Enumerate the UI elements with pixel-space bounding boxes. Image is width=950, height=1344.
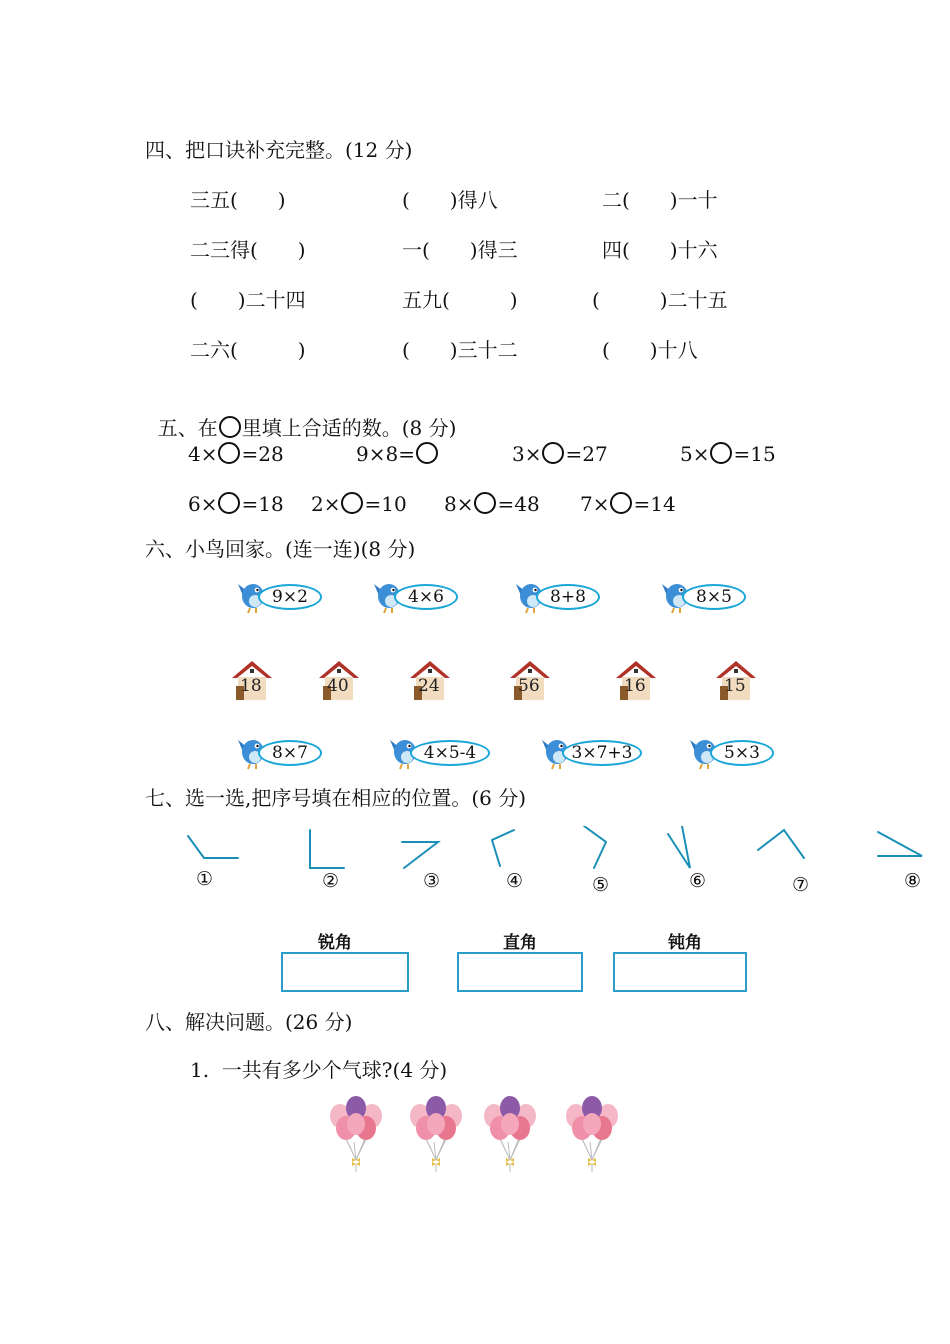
angle-label: ⑤ xyxy=(592,874,610,896)
angle-8 xyxy=(878,832,922,856)
angles-figure xyxy=(180,826,940,878)
mnemonic-item: 三五( ) xyxy=(190,188,286,212)
bird-card[interactable] xyxy=(540,730,644,776)
house-number: 15 xyxy=(724,676,746,696)
answer-circle[interactable] xyxy=(610,492,632,514)
house-number: 18 xyxy=(240,676,262,696)
angle-5 xyxy=(584,826,606,868)
balloon-bunch-icon xyxy=(410,1096,462,1172)
mnemonic-item: 二( )一十 xyxy=(602,188,718,212)
angle-3 xyxy=(402,842,438,868)
section-5-title-b: 里填上合适的数。(8 分) xyxy=(241,416,457,440)
house-number: 16 xyxy=(624,676,646,696)
house-card[interactable] xyxy=(408,658,452,702)
obtuse-answer-box[interactable] xyxy=(613,952,747,992)
acute-label: 锐角 xyxy=(318,933,352,953)
angle-label: ⑦ xyxy=(792,874,810,896)
section-4-title: 四、把口诀补充完整。(12 分) xyxy=(145,138,413,162)
bird-label: 9×2 xyxy=(258,584,322,610)
angle-6 xyxy=(668,826,690,868)
bird-card[interactable] xyxy=(660,574,750,620)
house-card[interactable] xyxy=(614,658,658,702)
mnemonic-item: ( )十八 xyxy=(602,338,698,362)
equation: 7× =14 xyxy=(580,492,676,516)
mnemonic-item: 一( )得三 xyxy=(402,238,518,262)
angle-7 xyxy=(758,830,804,858)
bird-label: 8×5 xyxy=(682,584,746,610)
angle-label: ⑧ xyxy=(904,870,922,892)
angle-1 xyxy=(188,836,238,858)
bird-label: 3×7+3 xyxy=(562,740,642,766)
mnemonic-item: 二三得( ) xyxy=(190,238,306,262)
answer-circle[interactable] xyxy=(218,442,240,464)
house-number: 56 xyxy=(518,676,540,696)
section-8-title: 八、解决问题。(26 分) xyxy=(145,1010,353,1034)
acute-answer-box[interactable] xyxy=(281,952,409,992)
bird-card[interactable] xyxy=(388,730,492,776)
mnemonic-item: 四( )十六 xyxy=(602,238,718,262)
bird-card[interactable] xyxy=(236,574,326,620)
angle-label: ③ xyxy=(423,870,441,892)
answer-circle[interactable] xyxy=(218,492,240,514)
house-card[interactable] xyxy=(508,658,552,702)
equation: 9×8= xyxy=(356,442,439,466)
bird-card[interactable] xyxy=(372,574,462,620)
answer-circle[interactable] xyxy=(474,492,496,514)
answer-circle[interactable] xyxy=(416,442,438,464)
mnemonic-item: ( )得八 xyxy=(402,188,498,212)
angle-label: ① xyxy=(196,868,214,890)
section-6-title: 六、小鸟回家。(连一连)(8 分) xyxy=(145,537,416,561)
mnemonic-item: ( )二十四 xyxy=(190,288,306,312)
balloon-bunch-icon xyxy=(566,1096,618,1172)
equation: 2× =10 xyxy=(311,492,407,516)
angle-label: ④ xyxy=(506,870,524,892)
answer-circle[interactable] xyxy=(341,492,363,514)
circle-icon xyxy=(219,416,241,438)
angle-label: ② xyxy=(322,870,340,892)
angle-2 xyxy=(310,830,344,868)
bird-label: 5×3 xyxy=(710,740,774,766)
balloon-bunch-icon xyxy=(484,1096,536,1172)
house-number: 40 xyxy=(327,676,349,696)
bird-label: 8×7 xyxy=(258,740,322,766)
equation: 6× =18 xyxy=(188,492,284,516)
answer-circle[interactable] xyxy=(710,442,732,464)
mnemonic-item: 二六( ) xyxy=(190,338,306,362)
right-answer-box[interactable] xyxy=(457,952,583,992)
mnemonic-item: 五九( ) xyxy=(402,288,518,312)
angle-4 xyxy=(492,830,514,866)
mnemonic-item: ( )三十二 xyxy=(402,338,518,362)
angle-label: ⑥ xyxy=(689,870,707,892)
house-card[interactable] xyxy=(714,658,758,702)
question-1: 1. 一共有多少个气球?(4 分) xyxy=(190,1058,448,1082)
section-7-title: 七、选一选,把序号填在相应的位置。(6 分) xyxy=(145,786,527,810)
house-card[interactable] xyxy=(230,658,274,702)
bird-card[interactable] xyxy=(514,574,604,620)
balloon-bunch-icon xyxy=(330,1096,382,1172)
bird-label: 8+8 xyxy=(536,584,600,610)
mnemonic-item: ( )二十五 xyxy=(592,288,728,312)
house-number: 24 xyxy=(418,676,440,696)
equation: 3× =27 xyxy=(512,442,608,466)
right-label: 直角 xyxy=(503,933,537,953)
bird-label: 4×6 xyxy=(394,584,458,610)
balloons-figure xyxy=(326,1094,626,1174)
answer-circle[interactable] xyxy=(542,442,564,464)
bird-card[interactable] xyxy=(688,730,778,776)
obtuse-label: 钝角 xyxy=(668,933,702,953)
section-5-title xyxy=(145,392,456,440)
house-card[interactable] xyxy=(317,658,361,702)
bird-label: 4×5-4 xyxy=(410,740,490,766)
equation: 4× =28 xyxy=(188,442,284,466)
equation: 8× =48 xyxy=(444,492,540,516)
bird-card[interactable] xyxy=(236,730,326,776)
equation: 5× =15 xyxy=(680,442,776,466)
section-5-title-a: 五、在 xyxy=(157,416,218,440)
